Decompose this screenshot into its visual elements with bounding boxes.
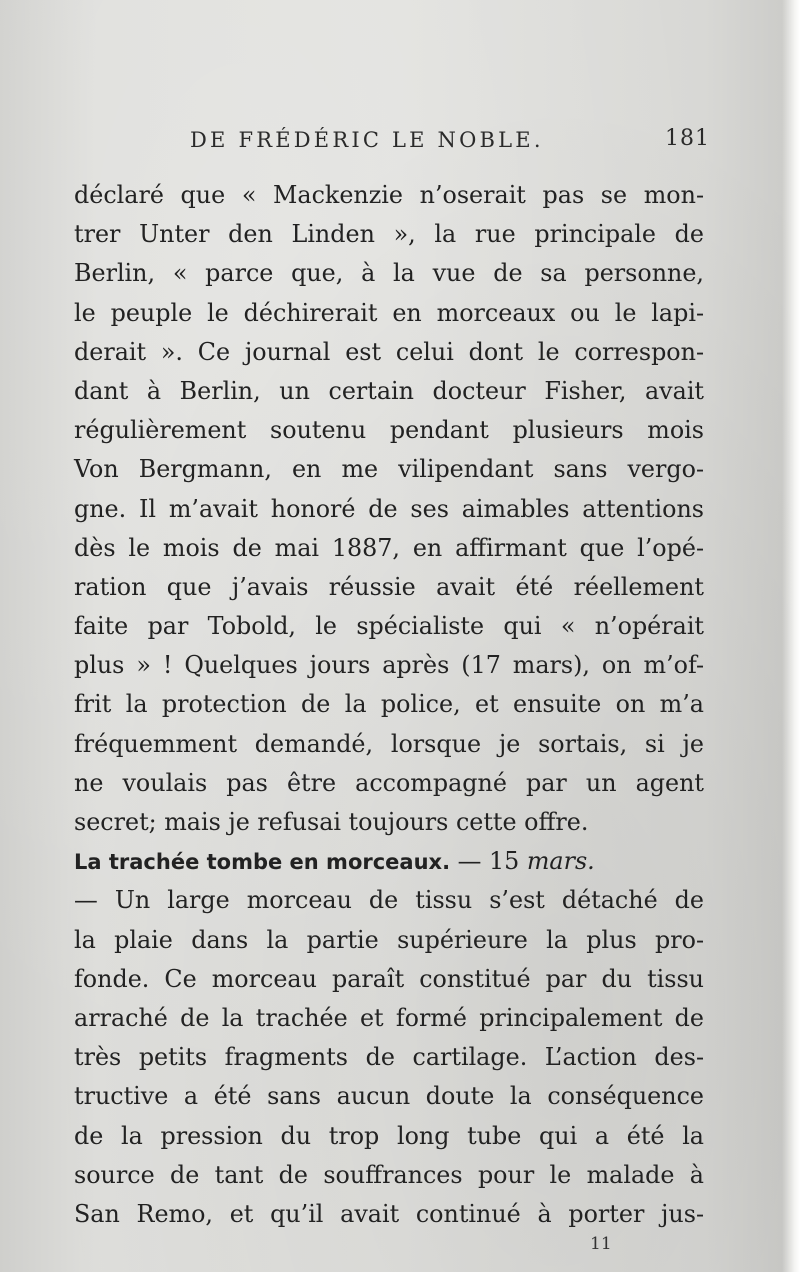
text-line: source de tant de souffrances pour le malade à bbox=[74, 1160, 704, 1189]
text-line: — Un large morceau de tissu s’est détaché de bbox=[74, 886, 704, 915]
text-line: dès le mois de mai 1887, en affirmant que l’opé- bbox=[74, 533, 704, 562]
text-line: derait ». Ce journal est celui dont le correspon- bbox=[74, 337, 704, 366]
text-line: San Remo, et qu’il avait continué à porter jus- bbox=[74, 1199, 704, 1228]
text-line: ration que j’avais réussie avait été réellement bbox=[74, 572, 704, 601]
text-line: dant à Berlin, un certain docteur Fisher, avait bbox=[74, 376, 704, 405]
text-line: très petits fragments de cartilage. L’action des- bbox=[74, 1043, 704, 1072]
text-line: fréquemment demandé, lorsque je sortais, si je bbox=[74, 729, 704, 758]
running-head: DE FRÉDÉRIC LE NOBLE. bbox=[190, 128, 544, 152]
text-line: déclaré que « Mackenzie n’oserait pas se mon- bbox=[74, 181, 704, 209]
text-line: régulièrement soutenu pendant plusieurs mois bbox=[74, 416, 704, 445]
text-line: tructive a été sans aucun doute la conséquence bbox=[74, 1082, 704, 1111]
body-text bbox=[74, 176, 704, 1234]
section-heading: La trachée tombe en morceaux. bbox=[74, 850, 451, 875]
text-line: Von Bergmann, en me vilipendant sans vergo- bbox=[74, 455, 704, 484]
text-line: la plaie dans la partie supérieure la plus pro- bbox=[74, 925, 704, 954]
section-heading-line bbox=[74, 842, 704, 881]
text-line: plus » ! Quelques jours après (17 mars), on m’of- bbox=[74, 651, 704, 680]
text-line: arraché de la trachée et formé principalement de bbox=[74, 1003, 704, 1032]
text-line: Berlin, « parce que, à la vue de sa personne, bbox=[74, 259, 704, 288]
text-line: trer Unter den Linden », la rue principale de bbox=[74, 220, 704, 249]
section-date-prefix: — 15 bbox=[450, 847, 527, 876]
text-line: fonde. Ce morceau paraît constitué par du tissu bbox=[74, 964, 704, 993]
text-line: frit la protection de la police, et ensuite on m’a bbox=[74, 690, 704, 719]
text-line: ne voulais pas être accompagné par un agent bbox=[74, 768, 704, 797]
signature-mark: 11 bbox=[590, 1234, 612, 1254]
text-line: secret; mais je refusai toujours cette offre. bbox=[74, 808, 589, 836]
text-line: le peuple le déchirerait en morceaux ou le lapi- bbox=[74, 298, 704, 327]
text-line: de la pression du trop long tube qui a été la bbox=[74, 1121, 704, 1150]
page-edge bbox=[782, 0, 800, 1272]
text-line: gne. Il m’avait honoré de ses aimables attentions bbox=[74, 494, 704, 523]
page-number: 181 bbox=[665, 126, 710, 151]
section-date-italic: mars. bbox=[526, 847, 595, 876]
text-line: faite par Tobold, le spécialiste qui « n’opérait bbox=[74, 612, 704, 641]
page-header bbox=[190, 122, 710, 162]
